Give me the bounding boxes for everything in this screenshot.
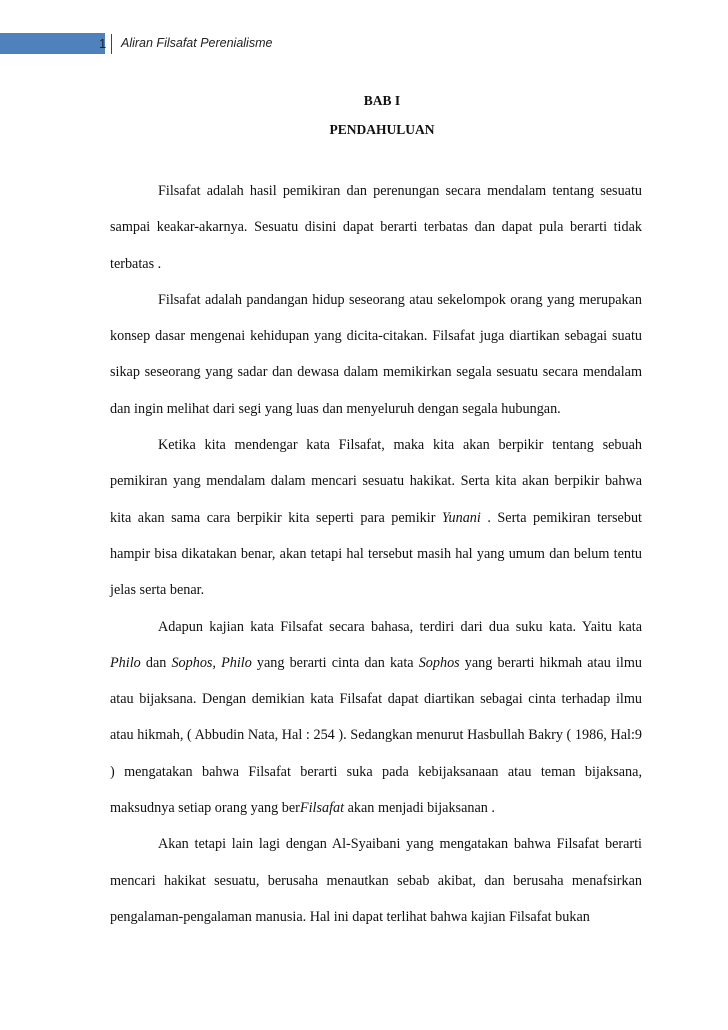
paragraph-4-text-a: Adapun kajian kata Filsafat secara bahasa, terdiri dari dua suku kata. Yaitu kata xyxy=(158,618,642,635)
paragraph-4-italic-filsafat: Filsafat xyxy=(299,800,345,817)
paragraph-2: Filsafat adalah pandangan hidup seseorang atau sekelompok orang yang merupakan konsep dasar mengenai kehidupan yang dicita-citakan. Filsafat juga diartikan sebagai suatu sikap seseorang yang sadar dan dewasa dalam memikirkan segala sesuatu secara mendalam dan ingin melihat dari segi yang luas dan menyeluruh dengan segala hubungan. xyxy=(110,291,642,417)
document-body xyxy=(110,173,642,935)
paragraph-4-text-e: akan menjadi bijaksanan . xyxy=(344,800,495,817)
paragraph-3-text-a: Ketika kita mendengar kata Filsafat, maka kita akan berpikir tentang sebuah pemikiran yang mendalam dalam mencari sesuatu hakikat. Serta kita akan berpikir bahwa kita akan sama cara berpikir kita seperti para pemikir xyxy=(110,437,642,526)
chapter-title: PENDAHULUAN xyxy=(329,122,435,137)
paragraph-4-text-d: yang berarti hikmah atau ilmu atau bijaksana. Dengan demikian kata Filsafat dapat diartikan sebagai cinta terhadap ilmu atau hikmah, ( Abbudin Nata, Hal : 254 ). Sedangkan menurut Hasbullah Bakry ( 1986, Hal:9 ) mengatakan bahwa Filsafat berarti suka pada kebijaksanaan atau teman bijaksana, maksudnya setiap orang yang ber xyxy=(110,654,642,817)
paragraph-3-italic-yunani: Yunani xyxy=(441,509,481,526)
header-accent-bar xyxy=(0,33,105,54)
page-number: 1 xyxy=(99,36,107,51)
paragraph-4 xyxy=(110,609,642,827)
header-title: Aliran Filsafat Perenialisme xyxy=(121,36,273,50)
paragraph-4-italic-philo: Philo xyxy=(110,654,141,671)
paragraph-4-text-c: yang berarti cinta dan kata xyxy=(251,654,419,671)
paragraph-3-text-b: . Serta pemikiran tersebut hampir bisa dikatakan benar, akan tetapi hal tersebut masih hal yang umum dan belum tentu jelas serta benar. xyxy=(110,509,642,599)
paragraph-5: Akan tetapi lain lagi dengan Al-Syaibani yang mengatakan bahwa Filsafat berarti mencari hakikat sesuatu, berusaha menautkan sebab akibat, dan berusaha menafsirkan pengalaman-pengalaman manusia. Hal ini dapat terlihat bahwa kajian Filsafat bukan xyxy=(110,836,642,925)
paragraph-4-italic-sophos-philo: Sophos, Philo xyxy=(171,654,252,671)
paragraph-1: Filsafat adalah hasil pemikiran dan perenungan secara mendalam tentang sesuatu sampai keakar-akarnya. Sesuatu disini dapat berarti terbatas dan dapat pula berarti tidak terbatas . xyxy=(110,183,642,272)
paragraph-3 xyxy=(110,427,642,608)
paragraph-4-text-b: dan xyxy=(140,654,172,671)
header-divider xyxy=(111,34,112,54)
paragraph-4-italic-sophos: Sophos xyxy=(418,654,460,671)
chapter-label: BAB I xyxy=(363,93,401,108)
